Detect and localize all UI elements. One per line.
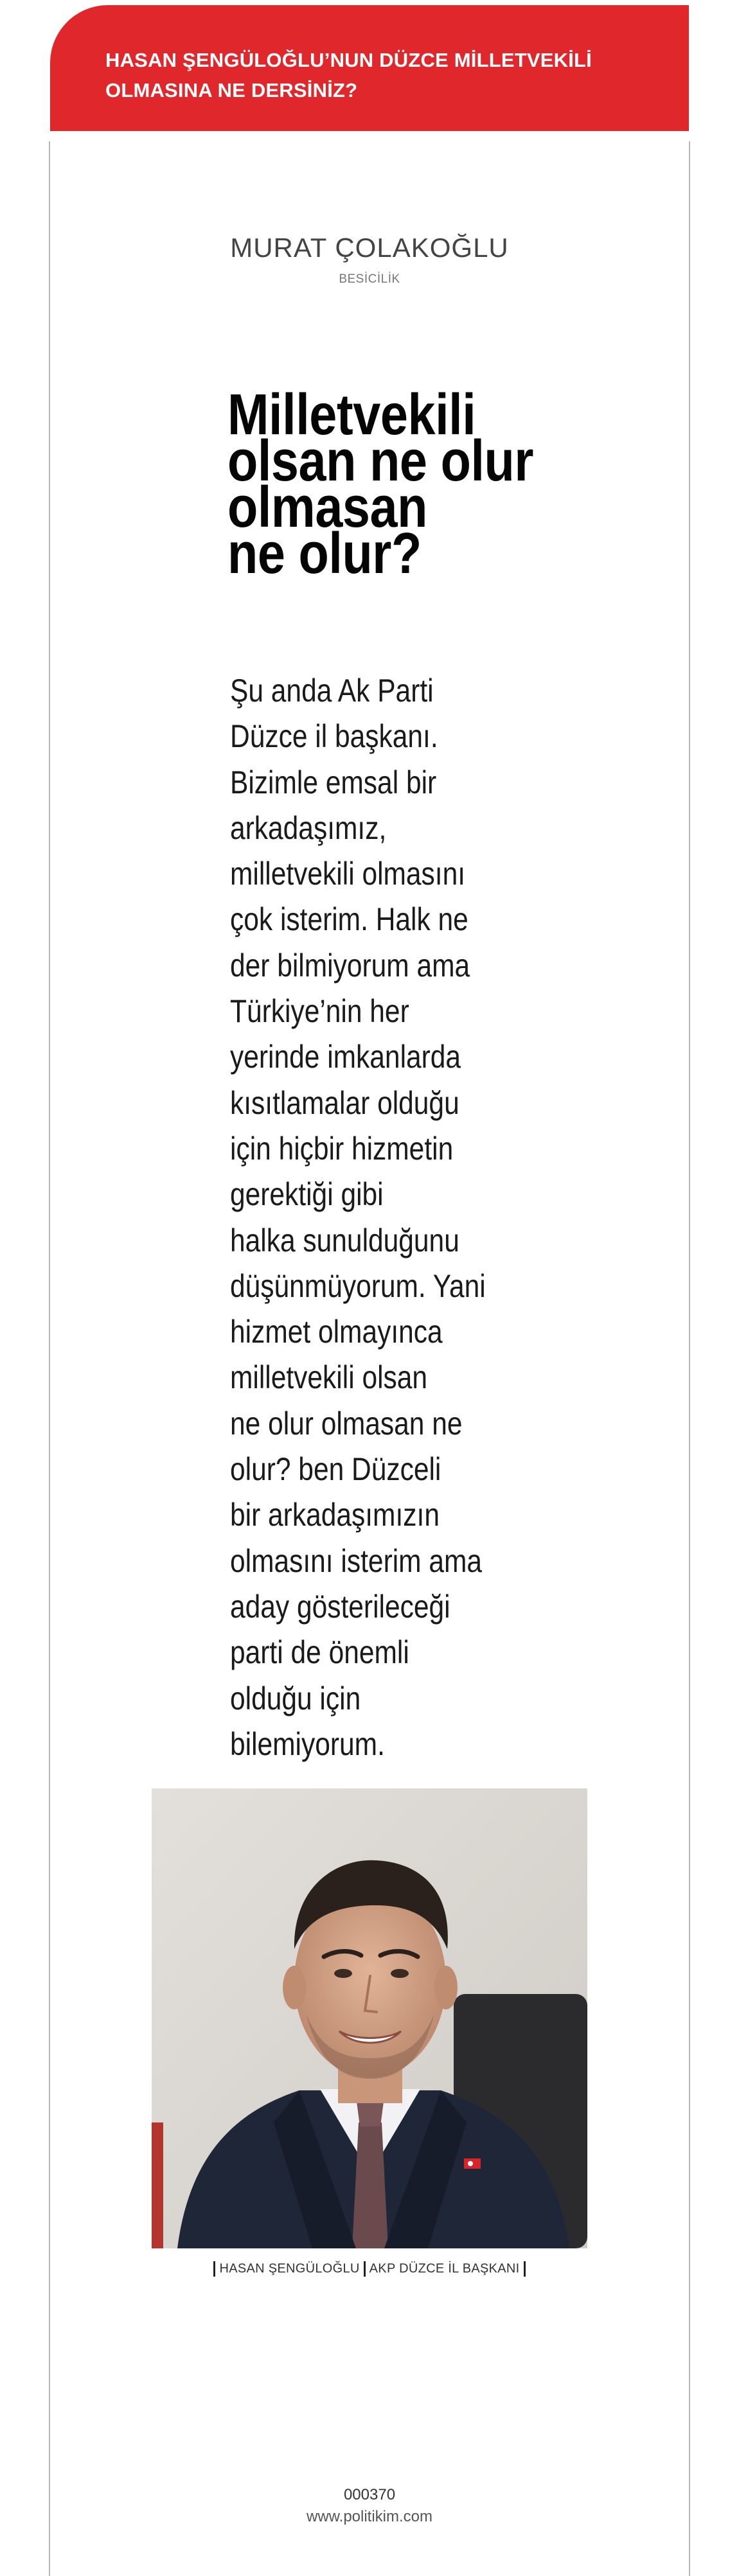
author-occupation: BESİCİLİK bbox=[339, 272, 400, 286]
headline-line-2: olsan ne olur bbox=[227, 429, 534, 493]
banner-line-2: OLMASINA NE DERSİNİZ? bbox=[105, 79, 358, 101]
body-line: Düzce il başkanı. bbox=[230, 718, 438, 755]
footer-url[interactable]: www.politikim.com bbox=[306, 2508, 433, 2525]
body-line: bir arkadaşımızın bbox=[230, 1497, 440, 1533]
body-line: halka sunulduğunu bbox=[230, 1222, 459, 1258]
caption-divider bbox=[364, 2261, 366, 2277]
body-line: çok isterim. Halk ne bbox=[230, 901, 468, 938]
body-line: bilemiyorum. bbox=[230, 1725, 385, 1762]
footer-number: 000370 bbox=[343, 2486, 396, 2503]
body-line: aday gösterileceği bbox=[230, 1588, 450, 1625]
headline-line-4: ne olur? bbox=[227, 522, 422, 586]
portrait-photo bbox=[152, 1788, 587, 2248]
body-line: arkadaşımız, bbox=[230, 809, 387, 846]
photo-caption bbox=[0, 2261, 739, 2277]
author-name: MURAT ÇOLAKOĞLU bbox=[230, 233, 509, 263]
caption-divider bbox=[524, 2261, 526, 2277]
headline-line-3: olmasan bbox=[227, 475, 428, 540]
body-line: olmasını isterim ama bbox=[230, 1542, 483, 1579]
body-line: olduğu için bbox=[230, 1680, 361, 1716]
body-line: gerektiği gibi bbox=[230, 1176, 384, 1213]
article-body bbox=[230, 668, 486, 1767]
portrait-illustration bbox=[152, 1788, 587, 2248]
body-line: milletvekili olmasını bbox=[230, 856, 466, 892]
body-line: Bizimle emsal bir bbox=[230, 764, 437, 800]
caption-title: AKP DÜZCE İL BAŞKANI bbox=[369, 2261, 520, 2276]
body-line: milletvekili olsan bbox=[230, 1359, 428, 1396]
body-line: Türkiye’nin her bbox=[230, 993, 409, 1030]
question-banner bbox=[50, 5, 689, 131]
body-line: der bilmiyorum ama bbox=[230, 947, 470, 984]
body-line: parti de önemli bbox=[230, 1634, 409, 1671]
body-line: kısıtlamalar olduğu bbox=[230, 1084, 459, 1121]
article-headline bbox=[227, 383, 537, 586]
body-line: düşünmüyorum. Yani bbox=[230, 1267, 486, 1304]
caption-divider bbox=[213, 2261, 215, 2277]
caption-name: HASAN ŞENGÜLOĞLU bbox=[219, 2261, 360, 2276]
headline-line-1: Milletvekili bbox=[227, 383, 476, 447]
body-line: ne olur olmasan ne bbox=[230, 1405, 463, 1442]
body-line: hizmet olmayınca bbox=[230, 1314, 443, 1350]
banner-line-1: HASAN ŞENGÜLOĞLU’NUN DÜZCE MİLLETVEKİLİ bbox=[105, 49, 592, 71]
body-line: olur? ben Düzceli bbox=[230, 1451, 441, 1488]
body-line: için hiçbir hizmetin bbox=[230, 1130, 454, 1167]
body-line: Şu anda Ak Parti bbox=[230, 673, 434, 709]
body-line: yerinde imkanlarda bbox=[230, 1039, 461, 1075]
